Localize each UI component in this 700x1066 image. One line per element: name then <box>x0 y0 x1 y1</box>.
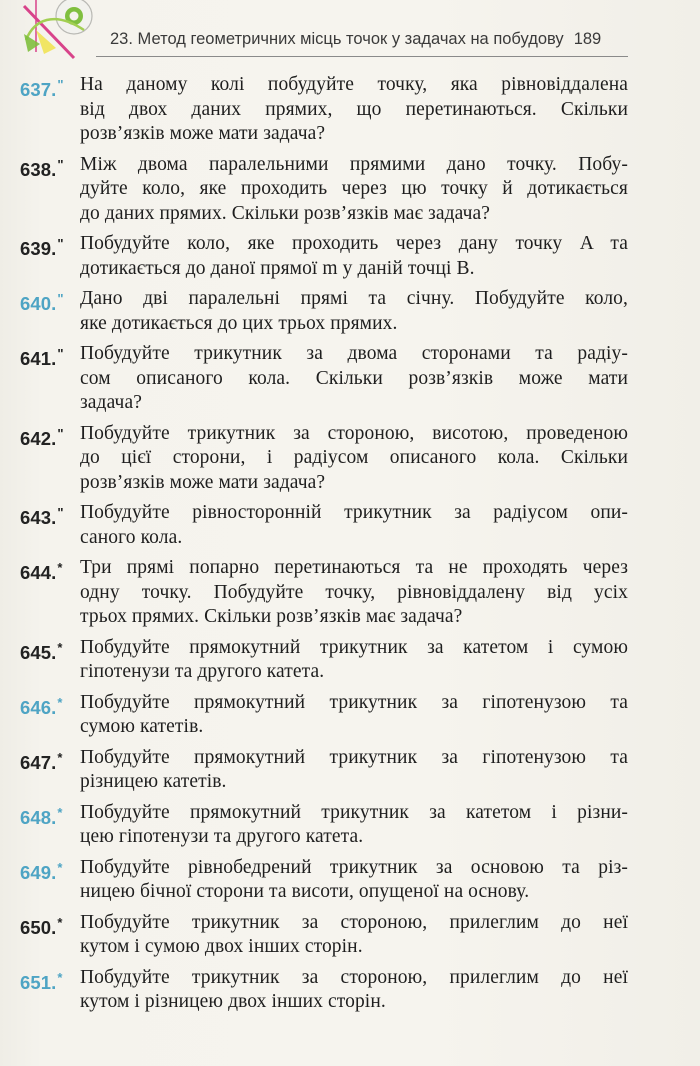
problem-text-line: Побудуйте прямокутний трикутник за гіпотенузою та <box>80 691 628 713</box>
difficulty-mark: " <box>57 156 64 172</box>
problem-number <box>20 232 64 262</box>
running-header <box>110 30 630 49</box>
problem-number-text: 642. <box>20 427 57 449</box>
problem-text-line: Три прямі попарно перетинаються та не проходять через <box>80 557 628 578</box>
problem-number <box>20 691 63 721</box>
chapter-title: 23. Метод геометричних місць точок у задачах на побудову <box>110 30 564 48</box>
problem-number <box>20 342 64 372</box>
problem-number-text: 649. <box>20 861 57 883</box>
problem-text-line: Побудуйте трикутник за стороною, висотою, проведеною <box>80 422 628 444</box>
difficulty-mark: " <box>57 236 64 251</box>
problem-text-line: Побудуйте прямокутний трикутник за катетом і різни- <box>80 801 628 823</box>
problem-text-line: На даному колі побудуйте точку, яка рівновіддалена <box>80 74 628 95</box>
problem-text-line: Між двома паралельними прямими дано точку. Побу- <box>80 153 628 175</box>
problem-text-line: Побудуйте рівносторонній трикутник за радіусом опи- <box>80 502 628 523</box>
problem-text-line: гіпотенузи та другого катета. <box>80 661 325 682</box>
problem-text-line: від двох даних прямих, що перетинаються. Скільки <box>80 98 628 120</box>
difficulty-mark: " <box>57 505 64 520</box>
problem-text-line: Побудуйте трикутник за стороною, прилеглим до неї <box>80 966 628 988</box>
problem-item <box>20 801 628 850</box>
difficulty-mark: * <box>57 914 63 930</box>
problem-number <box>20 153 64 183</box>
difficulty-mark: " <box>57 291 64 306</box>
problem-text-line: задача? <box>80 392 142 413</box>
problem-number-text: 637. <box>20 79 57 100</box>
problem-text-line: трьох прямих. Скільки розв’язків має задача? <box>80 606 463 627</box>
difficulty-mark: * <box>57 749 63 765</box>
problem-text-line: розв’язків може мати задача? <box>80 471 326 493</box>
problem-number-text: 645. <box>20 641 57 663</box>
problem-text-line: Побудуйте трикутник за стороною, прилеглим до неї <box>80 911 628 933</box>
problem-item <box>20 153 628 227</box>
problem-number-text: 640. <box>20 293 57 314</box>
problem-text-line: до даних прямих. Скільки розв’язків має задача? <box>80 202 490 224</box>
problem-item <box>20 856 628 905</box>
problem-text-line: одну точку. Побудуйте точку, рівновіддалену від усіх <box>80 581 628 603</box>
problem-number <box>20 801 63 831</box>
problem-text-line: Побудуйте рівнобедрений трикутник за основою та різ- <box>80 856 628 878</box>
problem-item <box>20 746 628 795</box>
problem-text-line: Дано дві паралельні прямі та січну. Побудуйте коло, <box>80 288 628 309</box>
problem-number <box>20 556 63 586</box>
difficulty-mark: * <box>57 639 63 655</box>
difficulty-mark: * <box>57 804 63 820</box>
problem-text-line: яке дотикається до цих трьох прямих. <box>80 312 398 334</box>
problem-text-line: Побудуйте коло, яке проходить через дану точку A та <box>80 233 628 254</box>
problem-item <box>20 501 628 550</box>
difficulty-mark: " <box>57 346 64 361</box>
problem-number <box>20 501 64 531</box>
problem-text-line: дотикається до даної прямої m у даній точці B. <box>80 257 475 279</box>
page-number: 189 <box>573 30 602 48</box>
problem-item <box>20 556 628 630</box>
problem-list <box>20 73 628 1021</box>
header-divider <box>96 56 628 57</box>
problem-text-line: ницею бічної сторони та висоти, опущеної на основу. <box>80 881 530 902</box>
difficulty-mark: * <box>57 969 63 985</box>
problem-number <box>20 422 64 452</box>
problem-number <box>20 856 63 886</box>
problem-text-line: різницею катетів. <box>80 771 227 792</box>
problem-number <box>20 287 64 317</box>
problem-text-line: Побудуйте прямокутний трикутник за катетом і сумою <box>80 636 628 658</box>
problem-number-text: 639. <box>20 238 57 259</box>
problem-text-line: кутом і різницею двох інших сторін. <box>80 991 386 1012</box>
problem-item <box>20 422 628 496</box>
problem-item <box>20 73 628 147</box>
problem-item <box>20 911 628 960</box>
problem-text-line: сом описаного кола. Скільки розв’язків може мати <box>80 367 628 389</box>
problem-text-line: дуйте коло, яке проходить через цю точку й дотикається <box>80 178 628 199</box>
difficulty-mark: " <box>57 425 64 441</box>
problem-item <box>20 691 628 740</box>
difficulty-mark: " <box>57 77 64 92</box>
geometry-logo-icon <box>14 0 104 70</box>
problem-number-text: 648. <box>20 806 57 828</box>
problem-item <box>20 232 628 281</box>
problem-number-text: 650. <box>20 916 57 938</box>
problem-number <box>20 746 63 776</box>
problem-number <box>20 911 63 941</box>
problem-text-line: Побудуйте прямокутний трикутник за гіпотенузою та <box>80 746 628 768</box>
problem-number <box>20 73 64 103</box>
problem-number-text: 641. <box>20 348 57 369</box>
problem-number-text: 651. <box>20 971 57 993</box>
problem-text-line: Побудуйте трикутник за двома сторонами та радіу- <box>80 343 628 364</box>
difficulty-mark: * <box>57 560 63 575</box>
problem-number-text: 638. <box>20 158 57 180</box>
problem-text-line: сумою катетів. <box>80 716 204 737</box>
problem-text-line: до цієї сторони, і радіусом описаного кола. Скільки <box>80 447 628 468</box>
problem-item <box>20 342 628 416</box>
problem-number <box>20 966 63 996</box>
problem-item <box>20 287 628 336</box>
problem-text-line: кутом і сумою двох інших сторін. <box>80 936 363 957</box>
problem-text-line: саного кола. <box>80 526 183 548</box>
problem-text-line: цею гіпотенузи та другого катета. <box>80 826 364 847</box>
problem-item <box>20 636 628 685</box>
problem-number-text: 643. <box>20 507 57 528</box>
problem-number-text: 644. <box>20 562 57 583</box>
problem-number <box>20 636 63 666</box>
problem-number-text: 646. <box>20 696 57 718</box>
problem-number-text: 647. <box>20 751 57 773</box>
difficulty-mark: * <box>57 859 63 875</box>
problem-item <box>20 966 628 1015</box>
problem-text-line: розв’язків може мати задача? <box>80 123 326 144</box>
difficulty-mark: * <box>57 694 63 710</box>
